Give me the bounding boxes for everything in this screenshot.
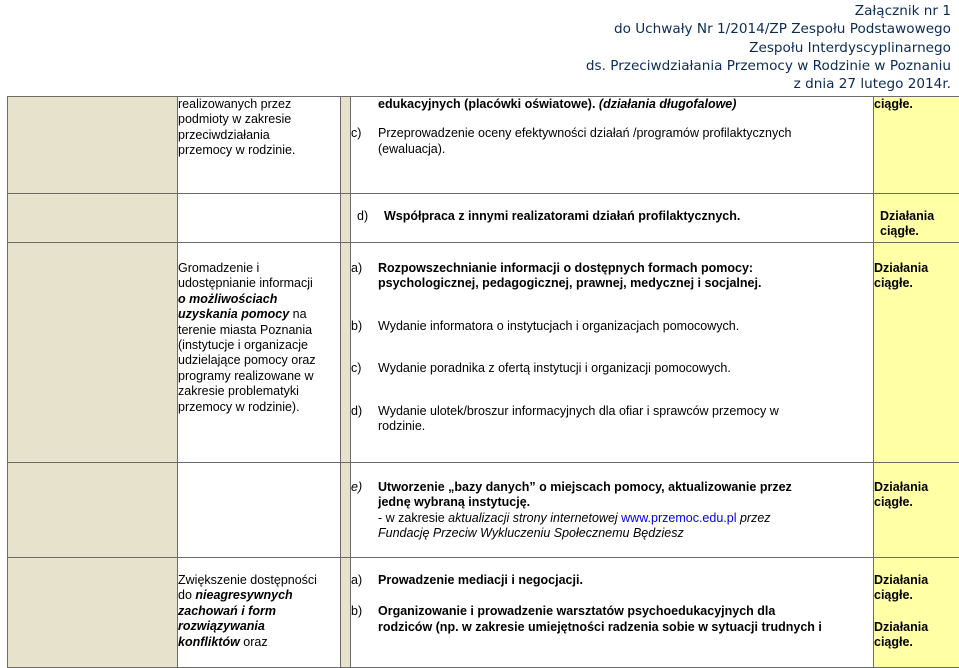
status-cell [874, 243, 959, 463]
action-text: rodziców (np. w zakresie umiejętności radzenia sobie w sytuacji trudnych i [378, 620, 873, 635]
status-text: ciągłe. [874, 495, 959, 510]
action-text: aktualizacji strony internetowej [448, 511, 621, 525]
action-letter: b) [351, 319, 378, 334]
action-item [351, 604, 873, 635]
goal-line: przemocy w rodzinie. [178, 143, 340, 158]
status-cell [874, 194, 959, 243]
goal-cell [178, 243, 341, 463]
action-letter: d) [351, 404, 378, 435]
status-text: Działania [874, 261, 959, 276]
spacer-cell [341, 243, 351, 463]
empty-cell [178, 463, 341, 558]
action-text: Utworzenie „bazy danych” o miejscach pomocy, aktualizowanie przez [378, 480, 873, 495]
action-letter: e) [351, 480, 378, 542]
header-line: Załącznik nr 1 [586, 2, 951, 20]
action-letter [351, 97, 378, 112]
action-text: psychologicznej, pedagogicznej, prawnej, medycznej i socjalnej. [378, 276, 873, 291]
action-text: przez [736, 511, 770, 525]
action-text: Fundację Przeciw Wykluczeniu Społecznemu Będziesz [378, 526, 873, 541]
action-item [351, 361, 873, 376]
empty-cell [8, 243, 178, 463]
goal-emphasis: uzyskania pomocy [178, 307, 289, 321]
empty-cell [8, 558, 178, 668]
goal-line: (instytucje i organizacje [178, 338, 340, 353]
action-text: edukacyjnych (placówki oświatowe). [378, 97, 599, 111]
goal-line: podmioty w zakresie [178, 112, 340, 127]
header-line: z dnia 27 lutego 2014r. [586, 75, 951, 93]
goal-emphasis: nieagresywnych [195, 588, 292, 602]
actions-cell [351, 194, 874, 243]
goal-line: do [178, 588, 195, 602]
action-text: Wydanie informatora o instytucjach i organizacjach pomocowych. [378, 319, 873, 334]
empty-cell [8, 194, 178, 243]
status-text: Działania [874, 573, 959, 588]
status-text: ciągłe. [874, 635, 959, 650]
action-letter: a) [351, 261, 378, 292]
action-text: rodzinie. [378, 419, 873, 434]
goal-line: udzielające pomocy oraz [178, 353, 340, 368]
goal-line: przeciwdziałania [178, 128, 340, 143]
goal-line: na [293, 307, 307, 321]
action-item [351, 261, 873, 292]
action-text: - w zakresie [378, 511, 448, 525]
status-cell [874, 463, 959, 558]
attachment-header [586, 2, 951, 93]
empty-cell [178, 194, 341, 243]
status-cell [874, 558, 959, 668]
status-text: ciągłe. [874, 97, 959, 112]
status-text: Działania [874, 480, 959, 495]
action-item [351, 404, 873, 435]
goal-line: terenie miasta Poznania [178, 323, 340, 338]
action-text: Wydanie ulotek/broszur informacyjnych dla ofiar i sprawców przemocy w [378, 404, 873, 419]
goal-line: przemocy w rodzinie). [178, 400, 340, 415]
table-row [8, 243, 959, 463]
action-text: Rozpowszechnianie informacji o dostępnych formach pomocy: [378, 261, 873, 276]
action-text: Organizowanie i prowadzenie warsztatów psychoedukacyjnych dla [378, 604, 873, 619]
status-text: ciągłe. [874, 276, 959, 291]
action-text: Prowadzenie mediacji i negocjacji. [378, 573, 873, 588]
action-text: jednę wybraną instytucję. [378, 495, 873, 510]
action-letter: b) [351, 604, 378, 635]
header-line: ds. Przeciwdziałania Przemocy w Rodzinie w Poznaniu [586, 57, 951, 75]
action-letter: d) [357, 209, 384, 224]
spacer-cell [341, 558, 351, 668]
status-text: ciągłe. [880, 224, 953, 239]
action-item [351, 97, 873, 112]
goal-cell [178, 97, 341, 194]
website-link[interactable]: www.przemoc.edu.pl [621, 511, 736, 525]
goal-cell [178, 558, 341, 668]
actions-cell [351, 463, 874, 558]
goal-emphasis: zachowań i form [178, 604, 340, 619]
status-cell [874, 97, 959, 194]
actions-table [7, 96, 959, 668]
goal-line: zakresie problematyki [178, 384, 340, 399]
empty-cell [8, 97, 178, 194]
action-duration: (działania długofalowe) [599, 97, 737, 111]
action-letter: c) [351, 126, 378, 157]
spacer-cell [341, 194, 351, 243]
actions-cell [351, 97, 874, 194]
action-letter: c) [351, 361, 378, 376]
table-row [8, 558, 959, 668]
goal-line: Gromadzenie i [178, 261, 340, 276]
actions-cell [351, 558, 874, 668]
header-line: do Uchwały Nr 1/2014/ZP Zespołu Podstawowego [586, 20, 951, 38]
status-text: Działania [880, 209, 953, 224]
status-text: Działania [874, 620, 959, 635]
status-text: ciągłe. [874, 588, 959, 603]
table-row [8, 463, 959, 558]
header-line: Zespołu Interdyscyplinarnego [586, 39, 951, 57]
action-text: Przeprowadzenie oceny efektywności działań /programów profilaktycznych [378, 126, 873, 141]
goal-emphasis: o możliwościach [178, 292, 340, 307]
goal-line: realizowanych przez [178, 97, 340, 112]
empty-cell [8, 463, 178, 558]
spacer-cell [341, 97, 351, 194]
action-item [351, 319, 873, 334]
goal-line: oraz [240, 635, 268, 649]
spacer-cell [341, 463, 351, 558]
action-item [351, 573, 873, 588]
goal-line: programy realizowane w [178, 369, 340, 384]
action-text: (ewaluacja). [378, 142, 873, 157]
action-text: Wydanie poradnika z ofertą instytucji i organizacji pomocowych. [378, 361, 873, 376]
goal-emphasis: rozwiązywania [178, 619, 340, 634]
goal-emphasis: konfliktów [178, 635, 240, 649]
action-text: Współpraca z innymi realizatorami działań profilaktycznych. [384, 209, 867, 224]
actions-cell [351, 243, 874, 463]
action-item [357, 209, 867, 224]
table-row [8, 97, 959, 194]
action-item [351, 480, 873, 542]
action-letter: a) [351, 573, 378, 588]
table-row [8, 194, 959, 243]
goal-line: udostępnianie informacji [178, 276, 340, 291]
action-item [351, 126, 873, 157]
goal-line: Zwiększenie dostępności [178, 573, 340, 588]
